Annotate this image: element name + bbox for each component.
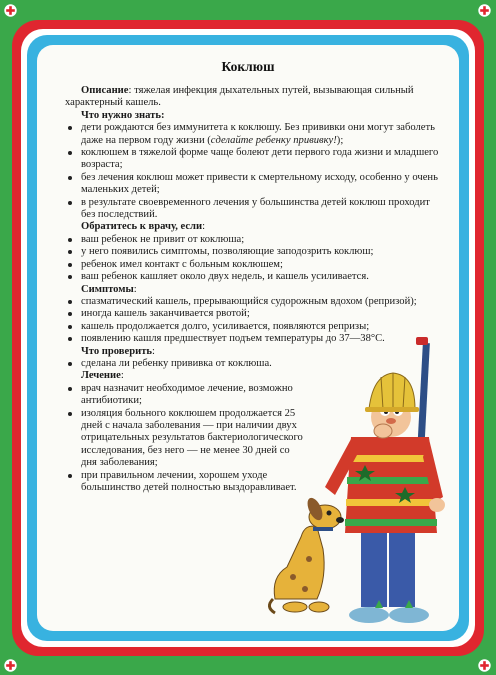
red-cross-icon (478, 659, 491, 672)
list-item: изоляция больного коклюшем продолжается 25 дней с начала заболевания — при наличии двух отрицательных результатов бактериологического исследования, без него — не менее 30 дней со дня заболевания; (65, 408, 306, 470)
trousers-icon (361, 527, 415, 607)
list-item: спазматический кашель, прерывающийся судорожным вдохом (репризой); (65, 296, 439, 308)
section-list (65, 234, 439, 284)
emphasis-text: сделайте ребенку прививку! (210, 134, 337, 146)
page-title: Коклюш (221, 59, 275, 74)
list-item: ваш ребенок кашляет около двух недель, и кашель усиливается. (65, 271, 439, 283)
list-item: иногда кашель заканчивается рвотой; (65, 308, 439, 320)
list-item: при правильном лечении, хорошем уходе большинство детей полностью выздоравливает. (65, 470, 306, 495)
red-cross-icon (478, 4, 491, 17)
content-panel (37, 45, 459, 631)
section-heading: Лечение: (81, 370, 124, 382)
section-list (65, 122, 439, 221)
red-cross-icon (4, 659, 17, 672)
description-paragraph (65, 85, 439, 110)
section-heading: Что нужно знать: (81, 109, 165, 121)
list-item: коклюшем в тяжелой форме чаще болеют дети первого года жизни и младшего возраста; (65, 147, 439, 172)
list-item: ребенок имел контакт с больным коклюшем; (65, 259, 439, 271)
helmet-icon (365, 373, 419, 412)
list-item: в результате своевременного лечения у большинства детей коклюш проходит без последствий. (65, 197, 439, 222)
dog-icon (269, 496, 344, 613)
section-heading: Что проверить: (81, 345, 155, 357)
list-item: сделана ли ребенку прививка от коклюша. (65, 358, 439, 370)
section-heading: Симптомы: (81, 283, 137, 295)
description-text: : тяжелая инфекция дыхательных путей, вызывающая сильный характерный кашель. (65, 85, 414, 109)
list-item: дети рождаются без иммунитета к коклюшу. Без прививки они могут заболеть даже на первом году жизни (сделайте ребенку прививку!); (65, 122, 439, 147)
boy-and-dog-illustration (265, 337, 455, 629)
list-item: без лечения коклюш может привести к смертельному исходу, особенно у очень маленьких детей; (65, 172, 439, 197)
right-shoe-icon (389, 607, 429, 623)
section-heading: Обратитесь к врачу, если: (81, 221, 206, 233)
list-item: врач назначит необходимое лечение, возможно антибиотики; (65, 383, 306, 408)
list-item: кашель продолжается долго, усиливается, появляются репризы; (65, 321, 439, 333)
list-item: появлению кашля предшествует подъем температуры до 37—38°С. (65, 333, 439, 345)
description-label: Описание (81, 85, 129, 96)
red-cross-icon (4, 4, 17, 17)
list-item: ваш ребенок не привит от коклюша; (65, 234, 439, 246)
list-item: у него появились симптомы, позволяющие заподозрить коклюш; (65, 246, 439, 258)
left-shoe-icon (349, 607, 389, 623)
